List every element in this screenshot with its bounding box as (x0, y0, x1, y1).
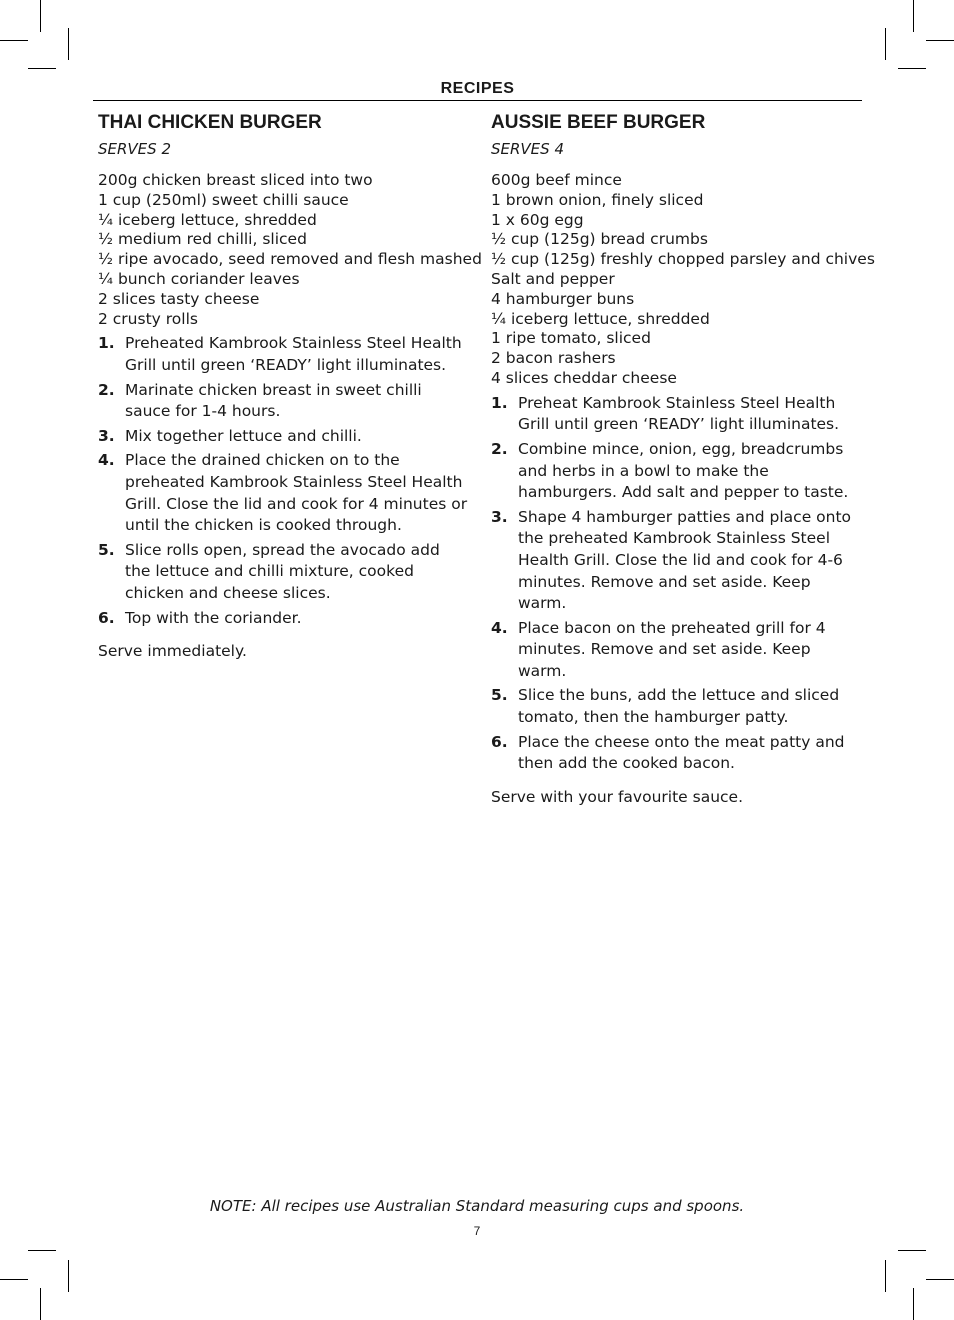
ingredient-item: 1 ripe tomato, sliced (491, 329, 651, 348)
recipe-serves: SERVES 2 (98, 140, 171, 158)
ingredient-item: 2 crusty rolls (98, 309, 198, 328)
ingredient-item: ¼ iceberg lettuce, shredded (491, 309, 710, 328)
crop-mark (913, 0, 914, 32)
recipe-aussie-beef-burger (491, 110, 875, 808)
crop-mark (913, 1288, 914, 1320)
crop-mark (0, 1279, 28, 1280)
step-number: 3. (98, 426, 115, 445)
method-step (491, 732, 861, 775)
crop-mark (885, 1260, 886, 1292)
method-steps (98, 333, 468, 629)
step-text: Place bacon on the preheated grill for 4 minutes. Remove and set aside. Keep warm. (518, 618, 826, 680)
step-number: 1. (491, 393, 508, 412)
step-number: 4. (98, 451, 115, 470)
ingredient-item: 2 bacon rashers (491, 349, 616, 368)
ingredient-list (98, 171, 482, 329)
crop-mark (0, 40, 28, 41)
step-text: Place the cheese onto the meat patty and then add the cooked bacon. (518, 732, 845, 773)
step-number: 2. (491, 439, 508, 458)
step-text: Place the drained chicken on to the preheated Kambrook Stainless Steel Health Grill. Close the lid and cook for 4 minutes or until the chicken is cooked through. (125, 451, 468, 535)
crop-mark (898, 68, 926, 69)
step-text: Marinate chicken breast in sweet chilli sauce for 1-4 hours. (125, 380, 422, 421)
method-steps (491, 393, 861, 775)
ingredient-item: ¼ bunch coriander leaves (98, 269, 300, 288)
ingredient-list (491, 171, 875, 389)
ingredient-item: ½ cup (125g) bread crumbs (491, 230, 708, 249)
ingredient-item: ½ ripe avocado, seed removed and flesh mashed (98, 250, 482, 269)
step-number: 6. (98, 608, 115, 627)
method-step (98, 426, 468, 448)
step-number: 5. (98, 540, 115, 559)
serving-note: Serve with your favourite sauce. (491, 787, 744, 806)
ingredient-item: 600g beef mince (491, 171, 622, 189)
ingredient-item: 4 slices cheddar cheese (491, 368, 677, 387)
step-number: 1. (98, 334, 115, 353)
step-text: Slice the buns, add the lettuce and sliced tomato, then the hamburger patty. (518, 686, 840, 727)
method-step (491, 685, 861, 728)
method-step (98, 450, 468, 536)
header-rule (93, 100, 862, 101)
method-step (98, 540, 468, 605)
method-step (98, 380, 468, 423)
step-number: 4. (491, 618, 508, 637)
crop-mark (68, 1260, 69, 1292)
crop-mark (926, 1279, 954, 1280)
method-step (98, 608, 468, 630)
step-number: 2. (98, 380, 115, 399)
recipe-thai-chicken-burger (98, 110, 482, 662)
crop-mark (68, 28, 69, 60)
ingredient-item: ½ medium red chilli, sliced (98, 230, 307, 249)
method-step (98, 333, 468, 376)
ingredient-item: 1 brown onion, finely sliced (491, 190, 704, 209)
step-text: Mix together lettuce and chilli. (125, 426, 362, 445)
crop-mark (898, 1250, 926, 1251)
ingredient-item: 1 x 60g egg (491, 210, 584, 229)
ingredient-item: 1 cup (250ml) sweet chilli sauce (98, 190, 349, 209)
ingredient-item: 200g chicken breast sliced into two (98, 171, 373, 189)
serving-note: Serve immediately. (98, 642, 247, 661)
step-text: Slice rolls open, spread the avocado add the lettuce and chilli mixture, cooked chicken and cheese slices. (125, 540, 440, 602)
crop-mark (926, 40, 954, 41)
step-number: 6. (491, 732, 508, 751)
ingredient-item: ½ cup (125g) freshly chopped parsley and chives (491, 250, 875, 269)
page-number: 7 (473, 1224, 481, 1238)
footer-note: NOTE: All recipes use Australian Standard measuring cups and spoons. (209, 1197, 745, 1215)
recipe-title: AUSSIE BEEF BURGER (491, 112, 706, 133)
method-step (491, 393, 861, 436)
step-text: Shape 4 hamburger patties and place onto the preheated Kambrook Stainless Steel Health Grill. Close the lid and cook for 4-6 minutes. Remove and set aside. Keep warm. (518, 507, 852, 613)
step-text: Combine mince, onion, egg, breadcrumbs and herbs in a bowl to make the hamburgers. Add salt and pepper to taste. (518, 439, 849, 502)
crop-mark (40, 1288, 41, 1320)
method-step (491, 618, 861, 683)
recipe-title: THAI CHICKEN BURGER (98, 112, 322, 133)
crop-mark (28, 68, 56, 69)
crop-mark (40, 0, 41, 32)
ingredient-item: 4 hamburger buns (491, 289, 635, 308)
section-header: RECIPES (440, 80, 515, 97)
step-number: 3. (491, 507, 508, 526)
step-text: Preheated Kambrook Stainless Steel Health Grill until green ‘READY’ light illuminates. (125, 334, 462, 374)
method-step (491, 439, 861, 504)
crop-mark (885, 28, 886, 60)
step-text: Preheat Kambrook Stainless Steel Health Grill until green ‘READY’ light illuminates. (518, 393, 840, 434)
step-text: Top with the coriander. (125, 608, 302, 627)
ingredient-item: ¼ iceberg lettuce, shredded (98, 210, 317, 229)
recipe-serves: SERVES 4 (491, 140, 564, 158)
crop-mark (28, 1250, 56, 1251)
step-number: 5. (491, 686, 508, 705)
ingredient-item: 2 slices tasty cheese (98, 289, 260, 308)
method-step (491, 507, 861, 615)
ingredient-item: Salt and pepper (491, 269, 615, 288)
